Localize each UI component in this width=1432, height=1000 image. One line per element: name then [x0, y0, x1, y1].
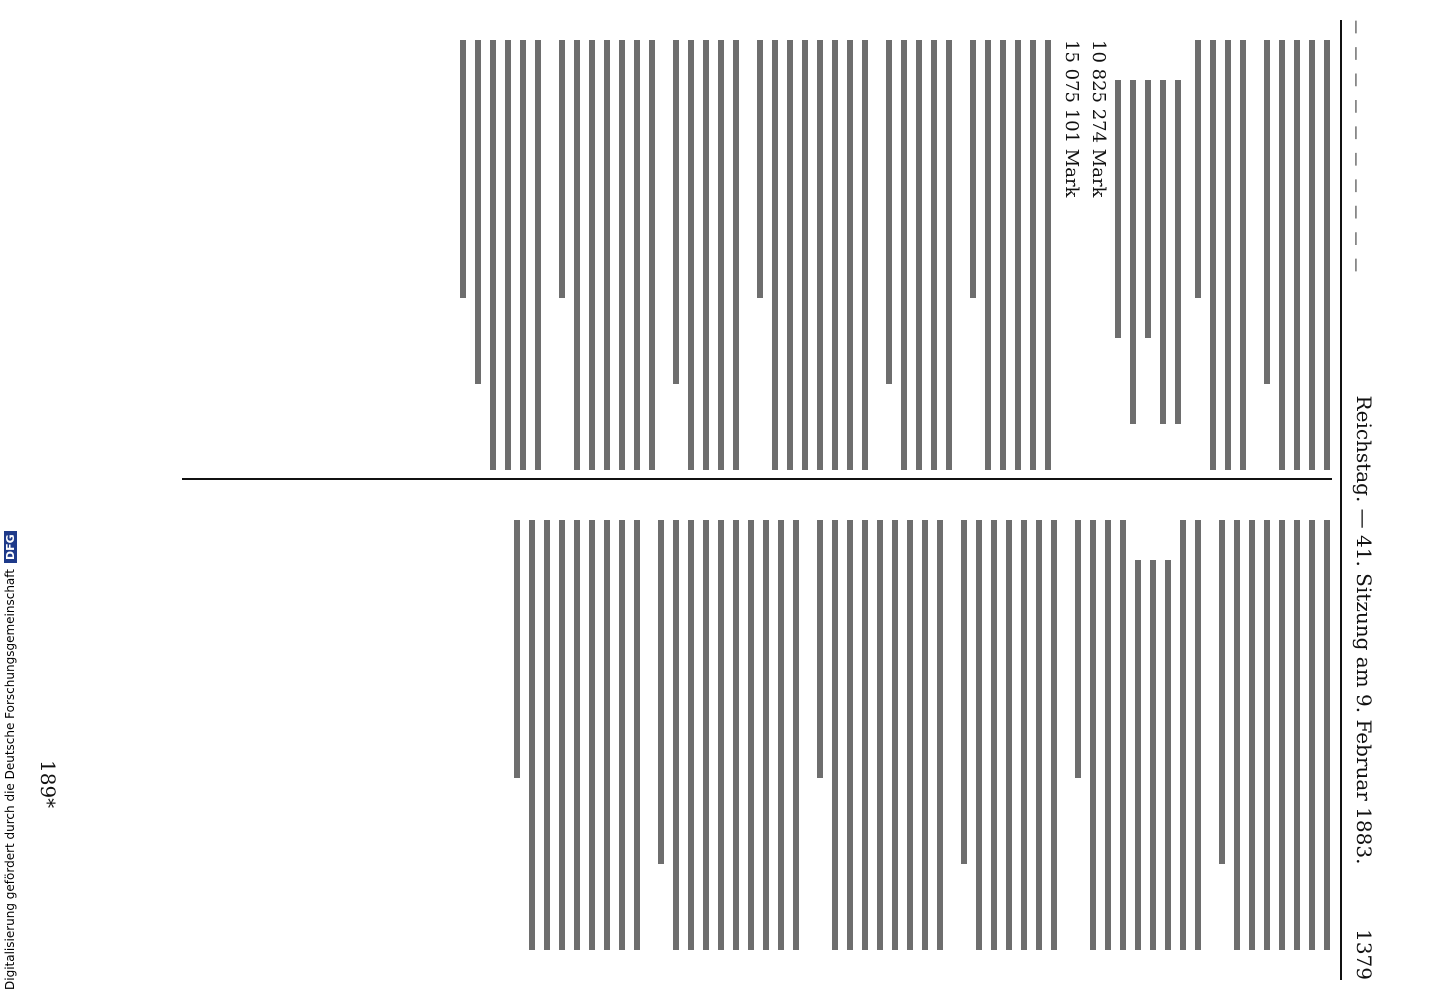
text-line-placeholder [976, 520, 982, 950]
text-line-placeholder [1234, 520, 1240, 950]
text-line-placeholder [886, 40, 892, 384]
text-line-placeholder [1219, 520, 1225, 864]
text-line-placeholder [589, 40, 595, 470]
text-line-placeholder [1279, 520, 1285, 950]
text-line-placeholder [1006, 520, 1012, 950]
text-line-placeholder [1294, 520, 1300, 950]
text-line-placeholder [1090, 520, 1096, 950]
text-line-placeholder [1051, 520, 1057, 950]
text-line-placeholder [793, 520, 799, 950]
text-line-placeholder [1075, 520, 1081, 778]
text-line-placeholder [529, 520, 535, 950]
right-paragraph-2 [1075, 520, 1201, 950]
text-line-placeholder [475, 40, 481, 384]
text-line-placeholder [832, 520, 838, 950]
right-paragraph-5 [658, 520, 799, 950]
text-line-placeholder [604, 520, 610, 950]
text-line-placeholder [1210, 40, 1216, 470]
text-line-placeholder [1195, 40, 1201, 298]
left-paragraph-1 [1264, 40, 1330, 470]
text-line-placeholder [802, 40, 808, 470]
text-line-placeholder [634, 40, 640, 470]
page-title: Reichstag. — 41. Sitzung am 9. Februar 1883. [1352, 395, 1376, 865]
left-paragraph-5 [757, 40, 868, 470]
text-line-placeholder [688, 520, 694, 950]
text-line-placeholder [1324, 520, 1330, 950]
text-line-placeholder [1175, 80, 1181, 424]
right-paragraph-6 [514, 520, 640, 950]
text-line-placeholder [1115, 80, 1121, 338]
text-line-placeholder [688, 40, 694, 470]
text-line-placeholder [757, 40, 763, 298]
left-paragraph-2 [1195, 40, 1246, 470]
right-paragraph-1 [1219, 520, 1330, 950]
text-line-placeholder [1309, 520, 1315, 950]
text-line-placeholder [490, 40, 496, 470]
text-line-placeholder [1145, 80, 1151, 338]
text-line-placeholder [916, 40, 922, 470]
text-line-placeholder [1180, 520, 1186, 950]
text-line-placeholder [847, 520, 853, 950]
text-line-placeholder [619, 40, 625, 470]
text-line-placeholder [1000, 40, 1006, 470]
text-line-placeholder [1135, 560, 1141, 950]
text-line-placeholder [946, 40, 952, 470]
text-line-placeholder [1160, 80, 1166, 424]
column-divider [182, 478, 1332, 480]
text-line-placeholder [961, 520, 967, 864]
text-line-placeholder [862, 40, 868, 470]
side-credit [0, 0, 22, 1000]
header-dashes: — — — — — — — — — — [1348, 20, 1364, 277]
text-line-placeholder [1279, 40, 1285, 470]
text-line-placeholder [559, 40, 565, 298]
text-line-placeholder [817, 520, 823, 778]
amount-total: 10 825 274 Mark [1088, 40, 1109, 198]
page-number: 1379 [1352, 929, 1376, 980]
text-line-placeholder [733, 40, 739, 470]
text-line-placeholder [1309, 40, 1315, 470]
left-list [1115, 40, 1181, 470]
text-line-placeholder [520, 40, 526, 470]
text-line-placeholder [901, 40, 907, 470]
text-line-placeholder [703, 520, 709, 950]
text-line-placeholder [847, 40, 853, 470]
text-line-placeholder [931, 40, 937, 470]
text-line-placeholder [985, 40, 991, 470]
text-line-placeholder [574, 520, 580, 950]
credit-text: Digitalisierung gefördert durch die Deutsche Forschungsgemeinschaft [3, 568, 17, 990]
text-line-placeholder [703, 40, 709, 470]
text-line-placeholder [619, 520, 625, 950]
text-line-placeholder [1195, 520, 1201, 950]
text-line-placeholder [673, 520, 679, 950]
text-line-placeholder [718, 40, 724, 470]
right-paragraph-3 [961, 520, 1057, 950]
text-line-placeholder [922, 520, 928, 950]
text-line-placeholder [718, 520, 724, 950]
text-line-placeholder [832, 40, 838, 470]
text-line-placeholder [514, 520, 520, 778]
text-line-placeholder [1294, 40, 1300, 470]
text-line-placeholder [787, 40, 793, 470]
text-line-placeholder [1324, 40, 1330, 470]
text-line-placeholder [1130, 80, 1136, 424]
text-line-placeholder [772, 40, 778, 470]
text-line-placeholder [604, 40, 610, 470]
text-line-placeholder [907, 520, 913, 950]
text-line-placeholder [1036, 520, 1042, 950]
text-line-placeholder [1249, 520, 1255, 950]
text-line-placeholder [589, 520, 595, 950]
text-line-placeholder [892, 520, 898, 950]
text-line-placeholder [1240, 40, 1246, 470]
text-line-placeholder [877, 520, 883, 950]
text-line-placeholder [649, 40, 655, 470]
text-line-placeholder [748, 520, 754, 950]
text-line-placeholder [658, 520, 664, 864]
text-line-placeholder [1225, 40, 1231, 470]
text-line-placeholder [1150, 560, 1156, 950]
text-line-placeholder [574, 40, 580, 470]
text-line-placeholder [1045, 40, 1051, 470]
text-line-placeholder [1120, 520, 1126, 950]
text-line-placeholder [559, 520, 565, 950]
left-paragraph-8 [460, 40, 541, 470]
text-line-placeholder [970, 40, 976, 298]
text-line-placeholder [733, 520, 739, 950]
text-line-placeholder [1030, 40, 1036, 470]
text-line-placeholder [535, 40, 541, 470]
page-marker: 189* [36, 760, 60, 809]
text-line-placeholder [778, 520, 784, 950]
text-line-placeholder [1264, 520, 1270, 950]
right-paragraph-4 [817, 520, 943, 950]
text-line-placeholder [544, 520, 550, 950]
text-line-placeholder [673, 40, 679, 384]
text-line-placeholder [862, 520, 868, 950]
text-line-placeholder [817, 40, 823, 470]
amount-requested: 15 075 101 Mark [1061, 40, 1082, 198]
text-line-placeholder [1105, 520, 1111, 950]
text-line-placeholder [991, 520, 997, 950]
left-paragraph-7 [559, 40, 655, 470]
text-line-placeholder [1015, 40, 1021, 470]
text-line-placeholder [937, 520, 943, 950]
text-line-placeholder [1021, 520, 1027, 950]
text-line-placeholder [1264, 40, 1270, 384]
text-line-placeholder [1165, 560, 1171, 950]
text-line-placeholder [505, 40, 511, 470]
left-paragraph-6 [673, 40, 739, 470]
left-paragraph-4 [886, 40, 952, 470]
page-header [1346, 20, 1376, 980]
dfg-logo: DFG [4, 531, 17, 563]
right-column [514, 520, 1330, 950]
text-line-placeholder [460, 40, 466, 298]
header-rule [1340, 20, 1342, 980]
text-line-placeholder [634, 520, 640, 950]
text-line-placeholder [763, 520, 769, 950]
left-column [460, 40, 1330, 470]
left-paragraph-3 [970, 40, 1051, 470]
